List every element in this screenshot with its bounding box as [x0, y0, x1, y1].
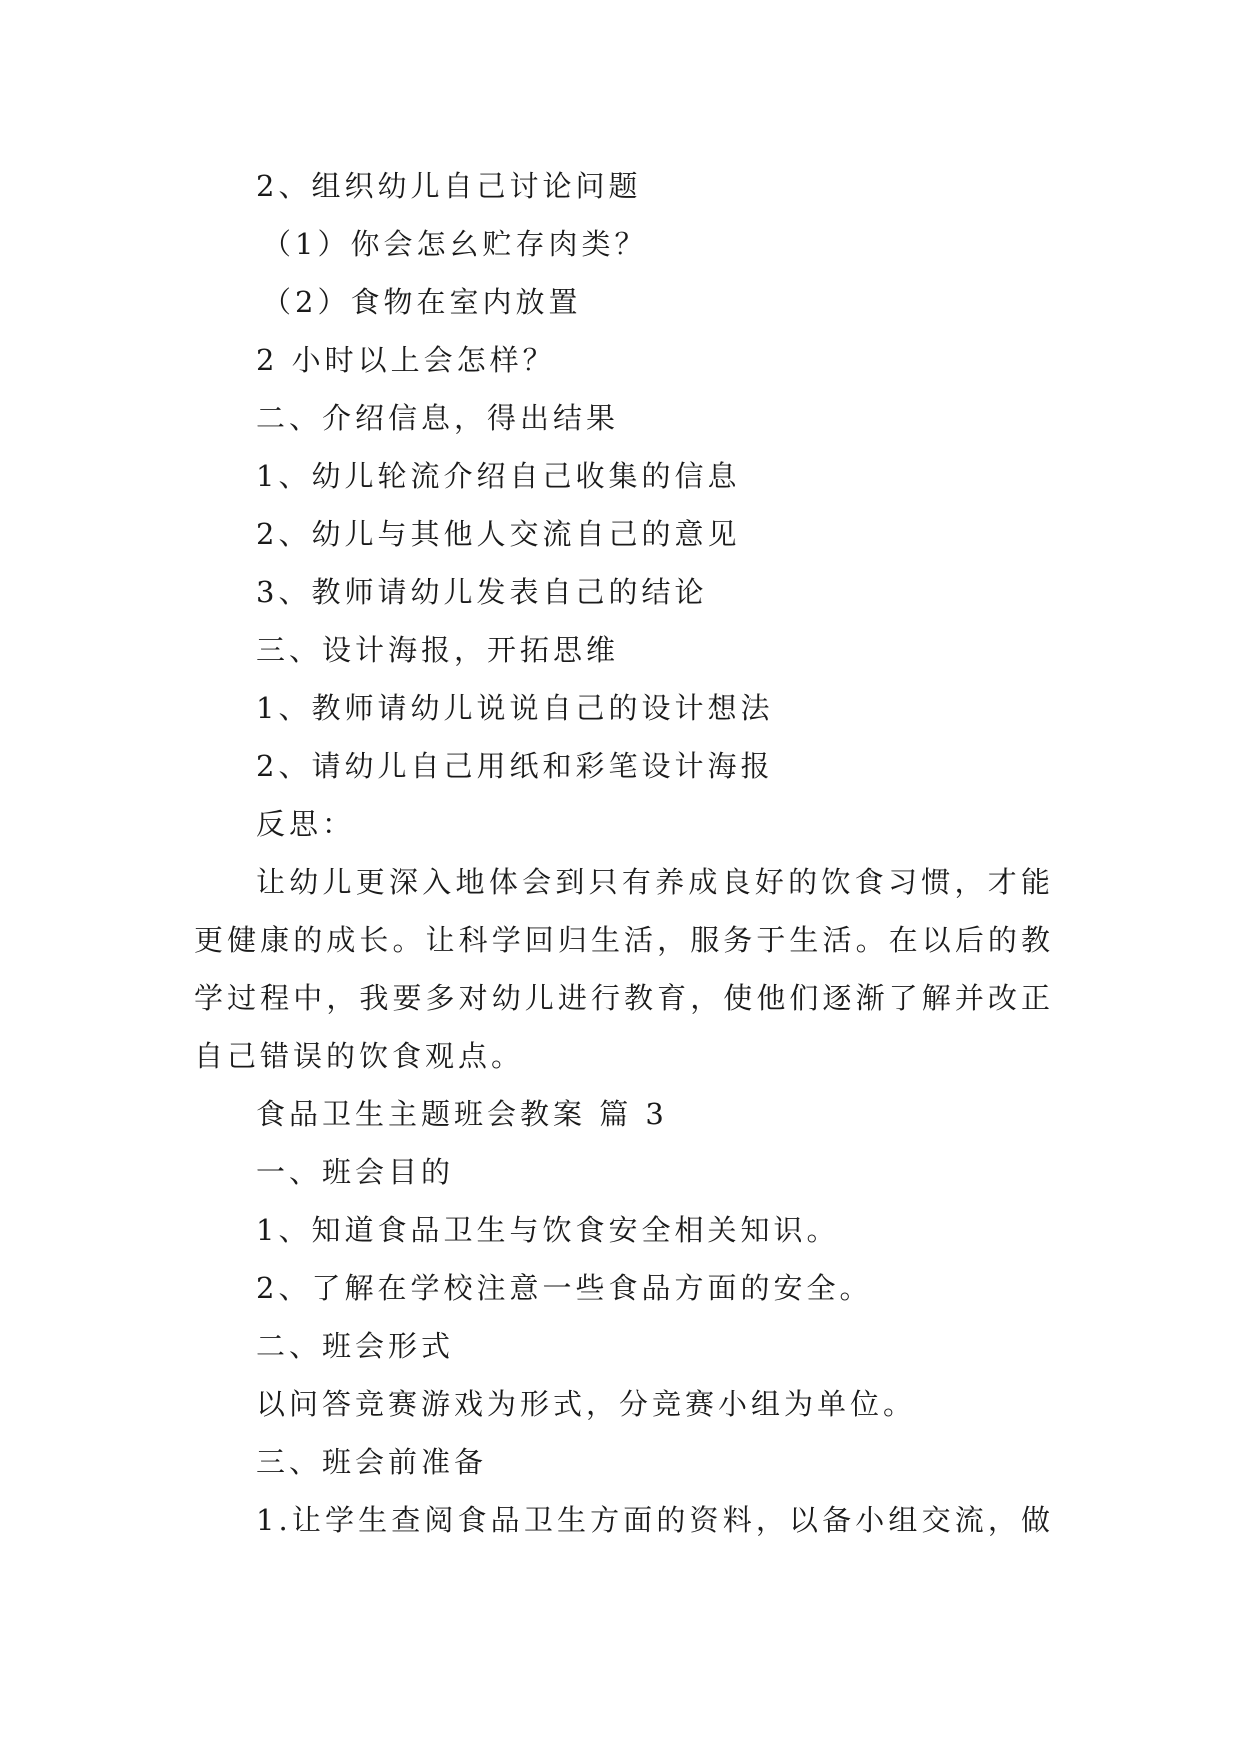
section-heading: 一、班会目的: [256, 1155, 455, 1189]
section-heading: 三、班会前准备: [256, 1445, 488, 1479]
section-heading: 反思：: [256, 807, 356, 841]
text-line: 以问答竞赛游戏为形式，分竞赛小组为单位。: [256, 1387, 917, 1421]
text-line: 1、幼儿轮流介绍自己收集的信息: [256, 459, 741, 493]
section-heading: 二、班会形式: [256, 1329, 455, 1363]
paragraph-line: 自己错误的饮食观点。: [194, 1039, 525, 1073]
text-line: 2、组织幼儿自己讨论问题: [256, 169, 642, 203]
document-title: 食品卫生主题班会教案 篇 3: [256, 1097, 668, 1131]
text-line: 2 小时以上会怎样？: [256, 343, 556, 377]
section-heading: 三、设计海报，开拓思维: [256, 633, 620, 667]
text-line: 1、知道食品卫生与饮食安全相关知识。: [256, 1213, 840, 1247]
text-line: 2、幼儿与其他人交流自己的意见: [256, 517, 741, 551]
text-line: 2、了解在学校注意一些食品方面的安全。: [256, 1271, 873, 1305]
paragraph-line: 让幼儿更深入地体会到只有养成良好的饮食习惯，才能: [256, 865, 1054, 899]
text-line: （2）食物在室内放置: [262, 285, 582, 319]
paragraph-line: 更健康的成长。让科学回归生活，服务于生活。在以后的教: [194, 923, 1054, 957]
section-heading: 二、介绍信息，得出结果: [256, 401, 620, 435]
text-line: 2、请幼儿自己用纸和彩笔设计海报: [256, 749, 774, 783]
text-line: 3、教师请幼儿发表自己的结论: [256, 575, 708, 609]
paragraph-line: 学过程中，我要多对幼儿进行教育，使他们逐渐了解并改正: [194, 981, 1054, 1015]
text-line: （1）你会怎幺贮存肉类？: [262, 227, 648, 261]
paragraph-line: 1.让学生查阅食品卫生方面的资料，以备小组交流，做: [256, 1503, 1054, 1537]
text-line: 1、教师请幼儿说说自己的设计想法: [256, 691, 774, 725]
